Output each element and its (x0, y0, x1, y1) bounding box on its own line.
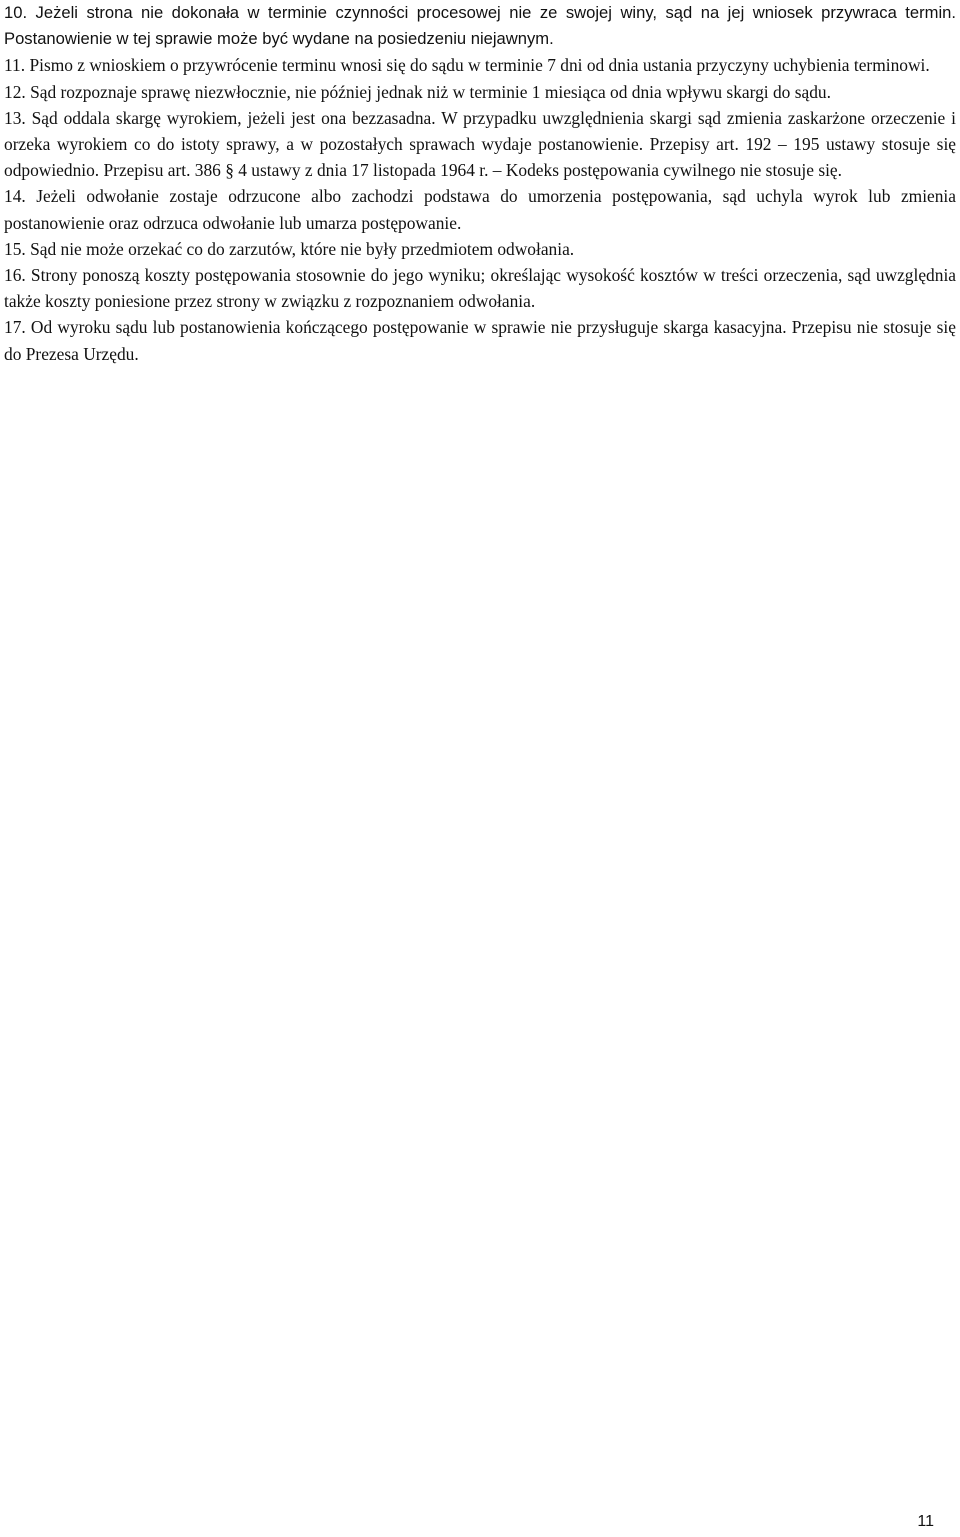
paragraph-11: 11. Pismo z wnioskiem o przywrócenie terminu wnosi się do sądu w terminie 7 dni od dnia ustania przyczyny uchybienia terminowi. (4, 55, 930, 76)
paragraph-17: 17. Od wyroku sądu lub postanowienia kończącego postępowanie w sprawie nie przysługuje skarga kasacyjna. Przepisu nie stosuje się do Prezesa Urzędu. (4, 317, 956, 364)
paragraph-14: 14. Jeżeli odwołanie zostaje odrzucone albo zachodzi podstawa do umorzenia postępowania, sąd uchyla wyrok lub zmienia postanowienie oraz odrzuca odwołanie lub umarza postępowanie. (4, 186, 956, 233)
paragraph-10: 10. Jeżeli strona nie dokonała w terminie czynności procesowej nie ze swojej winy, sąd na jej wniosek przywraca termin. Postanowienie w tej sprawie może być wydane na posiedzeniu niejawnym. (4, 3, 956, 49)
paragraph-15: 15. Sąd nie może orzekać co do zarzutów, które nie były przedmiotem odwołania. (4, 238, 575, 259)
paragraph-13: 13. Sąd oddala skargę wyrokiem, jeżeli jest ona bezzasadna. W przypadku uwzględnienia skargi sąd zmienia zaskarżone orzeczenie i orzeka wyrokiem co do istoty sprawy, a w pozostałych sprawach wydaje postanowienie. Przepisy art. 192 – 195 ustawy stosuje się odpowiednio. Przepisu art. 386 § 4 ustawy z dnia 17 listopada 1964 r. – Kodeks postępowania cywilnego nie stosuje się. (4, 107, 956, 181)
page-number: 11 (917, 1513, 934, 1530)
document-body (4, 0, 956, 367)
paragraph-12: 12. Sąd rozpoznaje sprawę niezwłocznie, nie później jednak niż w terminie 1 miesiąca od dnia wpływu skargi do sądu. (4, 81, 831, 102)
paragraph-16: 16. Strony ponoszą koszty postępowania stosownie do jego wyniku; określając wysokość kosztów w treści orzeczenia, sąd uwzględnia także koszty poniesione przez strony w związku z rozpoznaniem odwołania. (4, 265, 956, 312)
